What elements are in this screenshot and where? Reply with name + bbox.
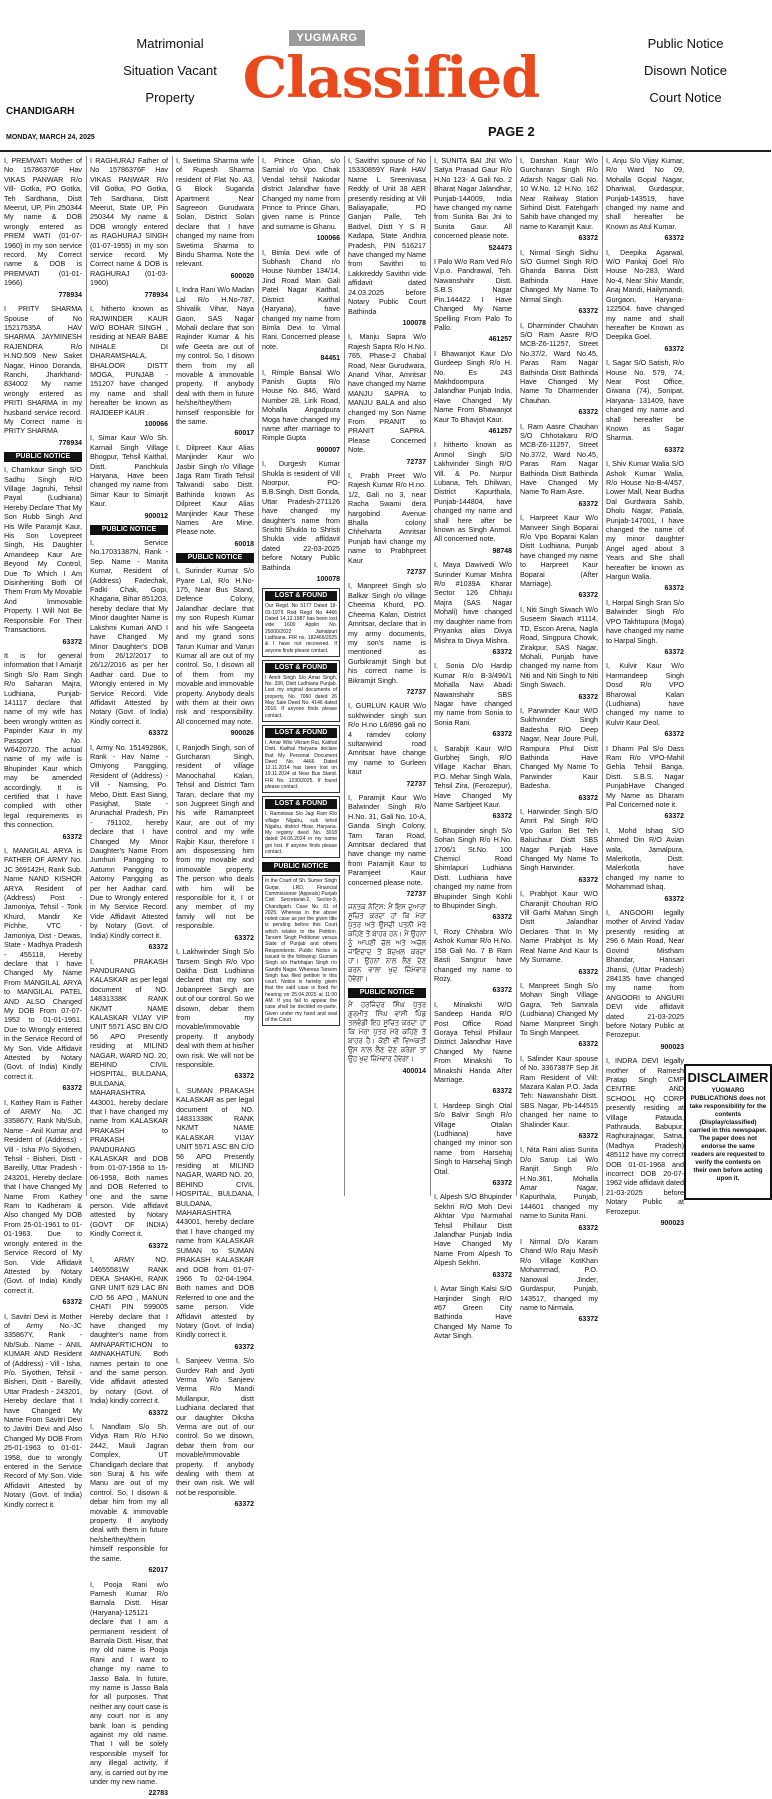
- edition-date: MONDAY, MARCH 24, 2025: [6, 134, 95, 141]
- notice-code: 63372: [578, 693, 598, 701]
- ad-column: [262, 156, 340, 1196]
- classified-notice: I, Manpreet Singh s/o Balkar Singh r/o village Cheema Khurd, PO. Cheema Kalan, District Amritsar, declare that in my army documents, my son's name is mentioned as Gurbikramjit Singh but his correct name is Bikramjit Singh.: [348, 581, 426, 685]
- notice-code: 900012: [144, 512, 168, 520]
- category-label: Matrimonial: [136, 36, 204, 51]
- lost-found-box: [262, 725, 340, 793]
- notice-code: 63372: [62, 638, 82, 646]
- classified-notice: I, Sagar S/O Satish, R/o House No. 579, 74, Near Post Office, Giwana (74), Sonipat, Haryana- 131409, have changed my name and shall hereafter be Known as Sagar Sharma.: [606, 358, 684, 443]
- lost-found-box: [262, 660, 340, 722]
- punjabi-notice: ਮੈਂ ਹਰਜਿੰਦਰ ਸਿੰਘ ਪੁੱਤਰ ਗੁਰਮੀਤ ਸਿੰਘ ਵਾਸੀ ਪਿੰਡ ਤਲਵੰਡੀ ਇਹ ਸੂਚਿਤ ਕਰਦਾ ਹਾਂ ਕਿ ਮੇਰਾ ਪੁੱਤਰ ਮੇਰੇ ਕਹਿਣੇ ਤੋਂ ਬਾਹਰ ਹੈ। ਕੋਈ ਵੀ ਵਿਅਕਤੀ ਉਸ ਨਾਲ ਲੈਣ ਦੇਣ ਕਰੇਗਾ ਤਾਂ ਉਹ ਖੁਦ ਜ਼ਿੰਮੇਵਾਰ ਹੋਵੇਗਾ।: [348, 1001, 426, 1064]
- notice-code: 63372: [664, 345, 684, 353]
- column-divider: [344, 156, 345, 1196]
- classified-notice: I, Rozy Chhabra W/o Ashok Kumar R/o H.No. 158 Gali No. 7 B Ram Basti Sangrur have changed my name to Rozy.: [434, 926, 512, 983]
- classified-notice: I Nirmal D/o Karam Chand W/o Raju Masih R/o Village KotKhan Mohammad, P.O. Nanowal Jinder, Gurdaspur, Punjab, 143517, changed my name to Nirmala.: [520, 1237, 598, 1312]
- section-banner: PUBLIC NOTICE: [4, 452, 82, 462]
- classified-notice: I, Avtar Singh Kalsi S/O Harjinder Singh R/O #67 Green City Bathinda Have Changed My Name To Avtar Singh.: [434, 1284, 512, 1341]
- classified-notice: I, Ranjodh Singh, son of Gurcharan Singh, resident of village Manochahal Kalan, Tehsil and District Tarn Taran, declare that my son Jugpreet Singh and his wife Ramanpreet Kaur, are out of my control and my wife Rajbir Kaur, therefore I am disposessing him from my movable and immovable property. The person who deals with him will be responsible for it, I or any member of my family will not be responsible.: [176, 742, 254, 931]
- classified-notice: I, Salinder Kaur spouse of No. 3367387F Sep Jit Ram Resident of Vill: Mazara Kalan P.O. Jada Teh: Nawanshahr Distt. SBS Nagar, Pb-144515 changed her name to Shalinder Kaur.: [520, 1053, 598, 1129]
- ad-column: [90, 156, 169, 1798]
- classified-notice: I, Bimla Devi wife of Subhash Chand r/o House Number 134/14, Jind Road Main Gali Patel Nagar Kaithal, District Kaithal (Haryana), have changed my name from Bimla Devi to Vimal Rani. Concerned please note.: [262, 247, 340, 351]
- notice-code: 22783: [148, 1790, 168, 1798]
- classified-notice: I, Lakhwinder Singh S/o Tarsem Singh R/o Vpo Dakha Distt Ludhiana declared that my son Jobanpreet Singh are out of our control. So we disown, debar them from my movable/immovable property. If anybody deal with them at his/her own risk. We will not be responsible.: [176, 947, 254, 1069]
- classified-notice: I, Prabh Preet W/o Rajesh Kumar R/o H.no. 1/2, Gali no 3, near Racha Swami dera hargobind Avenue Bhalla colony Chheharta Amritsar Punjab havi change my name to Prabhpreet Kaur: [348, 471, 426, 565]
- classified-notice: I, Harpreet Kaur W/o Manveer Singh Boparai R/o Vpo Boparai Kalan Distt Ludhiana, Punjab have changed my name to Harpreet Kaur Boparai (After Marriage).: [520, 513, 598, 589]
- category-label: Property: [145, 90, 195, 105]
- notice-code: 63372: [578, 1224, 598, 1232]
- notice-code: 98748: [492, 547, 512, 555]
- classified-notice: I, SUMAN PRAKASH KALASKAR as per legal document of NO. 14831338K RANK NK/MT NAME KALASKAR VIJAY UNIT 5571 ASC BN C/O 56 APO Presently residing at MILIND NAGAR, WARD NO. 20, BEHIND CIVIL HOSPITAL, BULDANA, BULDANA, MAHARASHTRA 443001, hereby declare that I have changed my name from KALASKAR SUMAN to SUMAN PRAKASH KALASKAR and DOB from 01-07-1966 To 02-04-1964. Both names and DOB Referred to one and the same person. Vide Affidavit attested by Notary (Govt. of India) Kindly correct it.: [176, 1085, 255, 1340]
- classified-notice: I, Alpesh S/O Bhupinder Sekhri R/O Moh Devi Akhtar Vpo Nurmahal Tehsil Phillaur Distt Jalandhar Punjab India Have Changed My Name From Alpesh To Alpesh Sekhri.: [434, 1192, 512, 1268]
- classified-notice: I, Nirmal Singh Sidhu S/O Gurmel Singh R/O Ghanda Banna Distt Bathinda Have Changed My Name To Nirmal Singh.: [520, 247, 598, 304]
- classified-notice: I, Rimple Bansal W/o Panish Gupta R/o House No. 846, Ward Number 28, Lirik Road, Mohalla Angadpura Moga have changed my name after marriage to Rimple Gupta: [262, 367, 340, 443]
- classified-notice: I, Bhupinder singh S/o Sohan Singh R/o H.No. 1706/1 St.No. 100 Chemicl Road Shimlapuri Ludhiana Distt. Ludhiana have changed my name from Bhupinder Singh Kohli to Bhupinder Singh.: [434, 825, 512, 911]
- right-categories: [618, 30, 753, 111]
- notice-code: 63372: [578, 500, 598, 508]
- notice-code: 63372: [578, 235, 598, 243]
- notice-code: 524473: [488, 244, 512, 252]
- notice-code: 63372: [62, 833, 82, 841]
- section-banner: PUBLIC NOTICE: [348, 988, 426, 998]
- classified-notice: I, Niti Singh Siwach W/o Suseem Siwach #1114, TD, Escon Arena, Nagla Road, Singpura Chowk, Zirakpur, SAS Nagar, Mohali, Punjab have changed my name from Niti and Niti Singh to Niti Singh Siwach.: [520, 604, 598, 690]
- classified-notice: I, Durgesh Kumar Shukla is resident of Vill Noorpur, PO- B.B.Singh, Distt Gonda, Uttar Pradesh-271126 have changed my daughter's name from Srishti Shukla to Shristi Shukla vide affidavit dated 22-03-2025 before Notary Public Bathinda: [262, 459, 340, 572]
- classified-notice: I, Indra Rani W/o Madan Lal R/o H.No-787, Shivalik Vihar, Naya Gaon, SAS Nagar Mohali declare that son Rajinder Kumar & his wife Geeta are out of my control. So, I disown them from my all movable & immovable property. If anybody deal with them in future he/she/they/them himself responsible for the same.: [176, 285, 254, 426]
- classified-notice: I, Nandlam S/o Sh. Vidya Ram R/o H.No 2442, Mauli Jagran Complex, UT Chandigarh declare that son Suraj & his wife Manu are out of my control. So, I disown & debar him from my all movable & immovable property. If anybody deal with them in future he/she/they/them himself responsible for the same.: [90, 1422, 168, 1563]
- notice-code: 461257: [488, 427, 512, 435]
- notice-code: 63372: [492, 1180, 512, 1188]
- notice-code: 900023: [660, 1220, 684, 1228]
- classified-notice: I, Swetima Sharma wife of Rupesh Sharma resident of Flat No. A3, G Block Suganda Apartment Near Sagreeon Gurudwara Solan, District Solan declare that I have changed my name from Swetima Sharma to Bindu Sharma. Note the relevant.: [176, 156, 254, 269]
- classified-notice: I, Kulvir Kaur W/o Harmandeep Singh Dosd R/o VPO Bharowal Kalan (Ludhiana) have changed my name to Kulvir Kaur Deol.: [606, 661, 684, 727]
- ad-column: [434, 156, 512, 1341]
- classified-notice: I, Anju S/o Vijay Kumar, R/o Ward No 09, Mohalla Gopal Nagar, Dhariwal, Gurdaspur, Punjab-143519, have changed my name and shall hereafter be Known as Atul Kumar.: [606, 156, 684, 231]
- notice-code: 63372: [664, 446, 684, 454]
- classified-notice: I, Prabhjot Kaur W/O Charanjit Chouhan R/O Vill Garhi Mahan Singh Distt Jalandhar Declares That In My Name Prabhjot Is My Real Name And Kaur Is My Surname.: [520, 889, 598, 965]
- lost-found-text: I, Ramniwas S/o Jagi Ram R/o village Nigahu, sub tehsil Nigahu, district Hisar, Haryana. My registry deed No. 3018 dated 24.06.2024 in my name got lost. If anyone finds please contact.: [265, 811, 337, 856]
- notice-code: 778934: [58, 291, 82, 299]
- court-notice-box: [262, 875, 340, 1026]
- notice-code: 62017: [148, 1567, 168, 1575]
- classified-notice: I, Parwinder Kaur W/O Sukhvinder Singh Badesha R/O Deep Nagar, Near Joure Pull, Rampura Phul Distt Bathinda Have Changed My Name To Parwinder Kaur Badesha.: [520, 705, 598, 791]
- notice-code: 63372: [664, 731, 684, 739]
- notice-code: 900026: [230, 730, 254, 738]
- section-banner: PUBLIC NOTICE: [176, 553, 254, 563]
- notice-code: 63372: [62, 1085, 82, 1093]
- notice-code: 60017: [234, 430, 254, 438]
- column-divider: [172, 156, 173, 1196]
- classified-notice: I, Manju Sapra W/o Rajesh Sapra R/o H.No. 765, Phase-2 Chabal Road, Near Gurudwara, Anand Vihar, Amritsar have changed my Name MANJU SAPRA to MANJU BALA and also changed my Son Name From PRANIT to PRANIT SAPRA. Please Concerned Note.: [348, 332, 426, 455]
- notice-code: 63372: [578, 876, 598, 884]
- notice-code: 63372: [664, 585, 684, 593]
- classified-notice: I, Harwinder Singh S/O Amrit Pal Singh R/O Vpo Garlon Bet Teh Baluchaur Distt SBS Nagar Punjab Have Changed My Name To Singh Harwinder.: [520, 807, 598, 873]
- classified-notice: I, Prince Ghan, s/o Samial r/o Vpo. Chak Vendal tehsil Nakodar district Jalandhar have Changed my name from Prince to Prince Ghan, given name is Prince and surname is Ghanu.: [262, 156, 340, 231]
- notice-code: 72737: [406, 688, 426, 696]
- notice-code: 400014: [402, 1068, 426, 1076]
- classified-notice: I, ARMY NO. 14655581W RANK DEKA SHAKHI, RANK GNR UNIT 629 LAC BN C/O 56 APO , MANUN CHATI PIN 599005 Hereby declare that I have changed my daughter's name from AMNAPARTICHON to AMNAKHATUN. Both names pertain to one and the same person. Vide affidavit attested by notary (Govt. of India) kindly correct it.: [90, 1255, 168, 1406]
- classified-notice: I, Mohd Ishaq S/O Ahmed Din R/O Avian wala, Jamalpura, Malerkotla, Distt. Malerkotla have changed my name to Mohammad Ishaq.: [606, 825, 684, 892]
- notice-code: 900007: [316, 446, 340, 454]
- notice-code: 900023: [660, 1043, 684, 1051]
- notice-code: 72737: [406, 891, 426, 899]
- classified-notice: I PRITY SHARMA Spouse of No 15217535A HAV SHARMA JAYMINESH RAJENDRA R/o H.NO.509 New Saket Nagar, Hinoo Doranda, Ranchi, Jharkhand-834002 My name wrongly entered as PRITI SHARMA in my husband service record. My Correct name is PRITY SHARMA: [4, 304, 82, 436]
- notice-code: 63372: [664, 895, 684, 903]
- notice-code: 63372: [578, 968, 598, 976]
- classified-notice: I Dharm Pal S/o Dass Ram R/o VPO-Mahil Gehla Tehsil Banga, Distt. S.B.S. Nagar PunjabHave Changed My Name as Dharam Pal Concerned note it.: [606, 743, 684, 809]
- notice-code: 84451: [320, 355, 340, 363]
- classified-notice: I, Harpal Singh Sran S/o Balwinder Singh R/o VPO Takhtupura (Moga) have changed my name to Harpal Singh.: [606, 597, 684, 645]
- classified-notice: I, Kathey Ram is Father of ARMY No. JC 335867Y, Rank Nb/Sub, Name - Anil Kumar and Resident of (Address) - Vill - Isha P/o Siyothen, Tehsil - Bisheri, Distt - Bareilly, Uttar Pradesh - 243201, Hereby declare that I have Changed My Name From Kathey Ram to Kadheram & Also changed My DOB From 25-01-1961 to 01-01-1963. Due to wrongly entered in the Service Record of My Son. Vide Affidavit Attested by Notary (Govt. of India) Kindly correct it.: [4, 1097, 82, 1295]
- notice-code: 461257: [488, 336, 512, 344]
- category-label: Court Notice: [649, 90, 722, 105]
- notice-code: 63372: [492, 731, 512, 739]
- lost-found-box: [262, 796, 340, 858]
- classified-notice: I, MANGILAL ARYA is FATHER OF ARMY No. JC 369142H, Rank Sub. Name NAND KISHOR ARYA Resident of (Address) Post - Jamoniya, Tehsil - Tonk Khurd, Mandir Ke Pichhe, VTC - Jamoniya, Dist - Dewas, State - Madhya Pradesh - 455118, Hereby declare that I have Changed My Name From MANGILAL ARYA to MANGILAL PATEL AND ALSO Changed My DOB From 07-07-1952 to 01-01-1951. Due to Wrongly entered in the Service Record of My Son. Vide Affidavit Attested by Notary (Govt. of India) Kindly correct it.: [4, 846, 82, 1081]
- classified-notice: I, ANGOORI legally mother of Arvind Yadav presently residing at 296 6 Main Road, Near Govind Mistham Bhandar, Hansari Jhansi, (Uttar Pradesh) 284135 have changed my name from ANGOORI to ANGURI DEVI vide affidavit dated 21-03-2025 before Notary Public at Ferozepur.: [606, 908, 684, 1040]
- classified-notice: I, Ram Aasre Chauhan S/O Chhotakaru R/O MCB-Z6-11257, Street No.37/2, Ward No.45, Paras Ram Nagar Bathinda Distt Bathinda Have Changed My Name To Ram Asre.: [520, 421, 598, 497]
- notice-code: 63372: [148, 1409, 168, 1417]
- notice-code: 63372: [148, 944, 168, 952]
- notice-code: 63372: [234, 1501, 254, 1509]
- category-label: Disown Notice: [643, 63, 728, 78]
- classified-notice: It is for general information that I Amarjit Singh S/o Ram Singh R/o Saharan Majra, Ludhiana, Punjab-141117 declare that name of my wife has been wrongly written as Papinder Kaur in my Passport No. W6420720. The actual name of my wife is Bhupinder Kaur which may be amended accordingly. It is certified that I have complied with other legal requirements in this connection.: [4, 650, 82, 830]
- notice-code: 100066: [316, 235, 340, 243]
- notice-code: 778934: [144, 291, 168, 299]
- notice-code: 63372: [578, 1041, 598, 1049]
- classified-notice: I, Minakshi W/O Sandeep Handa R/O Post Office Road Goraya Tehsil Phillaur District Jalandhar Have Changed My Name From Minakshi To Minakshi Handa After Marriage.: [434, 999, 512, 1084]
- classified-notice: I, Savithri spouse of No 15330859Y Rank HAV Name L Sreenivasa Reddy of Unit 38 AER presently residing at Vill Baliayapalle, PO Ganjan Palle, Teh Badvel, Distt Y S R Kadapa, State Andhra Pradesh, PIN 516217 have changed my Name from Savithri to Lakkireddy Savithri vide affidavit dated 24.03.2025 before Notary Public Court Bathinda: [348, 156, 426, 316]
- punjabi-notice: ਜਨਤਕ ਨੋਟਿਸ: ਮੈਂ ਇਸ ਦੁਆਰਾ ਸੂਚਿਤ ਕਰਦਾ ਹਾਂ ਕਿ ਮੇਰਾ ਪੁੱਤਰ ਅਤੇ ਉਸਦੀ ਪਤਨੀ ਮੇਰੇ ਕਹਿਣੇ ਤੋਂ ਬਾਹਰ ਹਨ। ਮੈਂ ਉਹਨਾਂ ਨੂੰ ਆਪਣੀ ਚੱਲ ਅਤੇ ਅਚੱਲ ਜਾਇਦਾਦ ਤੋਂ ਬੇਦਖਲ ਕਰਦਾ ਹਾਂ। ਉਹਨਾਂ ਨਾਲ ਲੈਣ ਦੇਣ ਕਰਨ ਵਾਲਾ ਖੁਦ ਜ਼ਿੰਮੇਵਾਰ ਹੋਵੇਗਾ।: [348, 903, 426, 984]
- classified-notice: I, Maya Dawivedi W/o Surinder Kumar Mishra R/o #1039A Kharar Sector 126 Chhaju Majra (SAS Nagar Mohali) have changed my daughter name from Priyanka alias Divya Mishra to Divya Mishra.: [434, 560, 512, 645]
- classified-notice: I, Army No. 15149286K, Rank - Hav Name - Omiyong Panggiing, Resident of (Address) - Vill - Namsing, Po. Mebo, Distt. East Siang, Pasighat, State - Arunachal Pradesh, Pin - 791102, hereby declare that I have Changed My Minor Daughter's Name From Jumhuri Pangging to Aatumn Pangging to Aatomy Pangging as per her Aadhar card. Due to Wrongly entered in My Service Record. Vide Affidavit Attested by Notary (Govt. of India) Kindly correct it.: [90, 742, 168, 940]
- disclaimer-title: DISCLAIMER: [687, 1070, 769, 1085]
- lost-found-text: I, Amar Wilo Vikram Rai, Kaithal Distt. Kaithal Haryana declare that My Personal Document Deed No. 4466 Dated 12.11.2014 has been lost on 19.11.2024 at Near Bus Stand. FIR No. 1230/2025. If found please contact.: [265, 739, 337, 790]
- classified-notice: I, Darshan Kaur W/o Gurcharan Singh R/o Adarsh Nagar Gali No. 10 W.No. 12 H.No. 162 Near Railway Station Sirhind Distt. Fatehgarh Sahib have changed my name to Karamjit Kaur.: [520, 156, 598, 231]
- classified-notice: I, Savitri Devi is Mother of Army No.-JC 335867Y, Rank - Nb/Sub. Name - ANIL KUMAR AND Resident of (Address) - Vill - Isha, P/o. Siyothen, Tehsil - Bisheri, Distt - Bareilly, Uttar Pradesh - 243201, Hereby declare that I have Changed My Name From Savitri Devi to Javitri Devi and Also Changed My DOB From 25-01-1963 to 01-01-1958, due to wrongly entered in the Service Record of My Son. Vide Affidavit Attested by Notary (Govt. of India) Kindly correct it.: [4, 1311, 82, 1509]
- notice-code: 63372: [492, 1088, 512, 1096]
- notice-code: 63372: [148, 730, 168, 738]
- ad-column: [348, 156, 426, 1196]
- notice-code: 63372: [492, 648, 512, 656]
- column-divider: [430, 156, 431, 1196]
- notice-code: 63372: [578, 308, 598, 316]
- classified-notice: I, PREMVATI Mother of No 15786376F Hav VIKAS PANWAR R/o Vill- Gotka, PO Gotka, Teh Sardhana, Distt Meerut, UP, Pin 250344 My name & DOB wrongly entered as PREM WATI (01-07-1960) in my son service record. My Correct name & DOB is PREMVATI (01-01-1966): [4, 156, 82, 288]
- court-notice-text: In the Court of Sh. Sumer Singh Gurjar, LRD, Financial Commissioner (Appeals) Punjab Civil Secretariat-2, Sector-9, Chandigarh. Case No. 61 of 2025. Whereas in the above noted case as per the given title is pending before this Court which relates to the Petition. Tarsem Singh Petitioner versus State of Punjab and others Respondents. Public Notice is issued to the following: Gurnam Singh s/o Harbhajan Singh r/o Gandhi Nagar. Whereas Tarsem Singh has filed petition in this court. Notice is hereby given that the said case is fixed for hearing on 25.04.2025 at 11:00 AM. If you fail to appear the case shall be decided ex-parte. Given under my hand and seal of the Court.: [265, 878, 337, 1023]
- section-title: Classified: [242, 45, 540, 111]
- notice-code: 63372: [578, 794, 598, 802]
- ad-column: [520, 156, 598, 1324]
- classified-notice: I, SUNITA BAI JNI W/o Satya Prasad Gaur R/o H.No 123- A Gali No. 2 Bharat Nagar Jalandhar, Punjab-144009, India have changed my name from Sunita Bai Jni to Sunita Gaur. All concerned please note.: [434, 156, 512, 241]
- classified-notice: I, Hardeep Singh Otal S/o Balvir Singh R/o Village Otalan (Ludhiana) have changed my minor son name from Harsehaj Singh to Harsehaj Singh Otal.: [434, 1100, 512, 1176]
- notice-code: 63372: [148, 1242, 168, 1250]
- lost-found-banner: LOST & FOUND: [265, 663, 337, 673]
- notice-code: 63372: [234, 934, 254, 942]
- notice-code: 72737: [406, 780, 426, 788]
- lost-found-banner: LOST & FOUND: [265, 728, 337, 738]
- disclaimer-text: YUGMARG PUBLICATIONS does not take responsibility for the contents (Display/classified) carried in this newspaper. The paper does not endorse the same readers are requested to verify the contents on their own before acting upon it.: [689, 1087, 767, 1182]
- ad-column: [4, 156, 82, 1509]
- column-divider: [516, 156, 517, 1196]
- classified-notice: I, Sarabjit Kaur W/O Gurbhej Singh, R/O Village Kachar Bhan, P.O. Mehar Singh Wala, Tehsil Zira, (Ferozepur), Have Changed My Name Sarbjeet Kaur.: [434, 743, 512, 809]
- brand-logo: YUGMARG: [289, 30, 365, 46]
- section-banner: PUBLIC NOTICE: [262, 862, 340, 872]
- notice-code: 100078: [402, 319, 426, 327]
- ad-column: [606, 156, 684, 1228]
- classified-notice: I, hitherto known as RAJWINDER KAUR W/O BOHAR SINGH , residing at NEAR BABE NIHALE DI DHARAMSHALA, BHALOOR DISTT MOGA, PUNJAB - 151207 have changed my name and shall hereafter be known as RAJDEEP KAUR .: [90, 304, 168, 417]
- column-divider: [258, 156, 259, 1196]
- classified-notice: I, Manpreet Singh S/o Mohan Singh Village Gagra, Teh Samrala (Ludhiana) Changed My Name Manpreet Singh To Singh Manpeet.: [520, 980, 598, 1037]
- classified-notice: I, Dilpreet Kaur Alias Manjinder Kaur w/o Jasbir Singh r/o Village Jaga Ram Tirath Tehsil Talwandi sabo Distt. Bathinda known As Dilpreet Kaur Alias Manjinder Kaur These Names Are Mine. Please note.: [176, 442, 254, 537]
- classified-notice: I, Paramjit Kaur W/o Balwinder Singh R/o H.No. 31, Gali No. 10-A, Ganda Singh Colony, Tarn Taran Road, Amritsar declared that have change my name from Paramjit Kaur to Paramjeet Kaur concerned please note.: [348, 793, 426, 887]
- classified-notice: I, Dharminder Chauhan S/O Ram Aasre R/O MCB-Z6-11257, Street No.37/2, Ward No.45, Paras Ram Nagar Bathinda Distt Bathinda Have Changed My Name To Dharmender Chauhan.: [520, 320, 598, 405]
- classified-notice: I, Sonia D/o Hardip Kumar R/o B-3/496/1 Mohalla Navi Abadi Nawanshahr SBS Nagar have changed my name from Sonia to Sonia Rani.: [434, 661, 512, 727]
- notice-code: 72737: [406, 569, 426, 577]
- notice-code: 63372: [492, 914, 512, 922]
- notice-code: 100078: [316, 576, 340, 584]
- notice-code: 63372: [664, 813, 684, 821]
- ad-column: [176, 156, 255, 1509]
- classified-notice: I Bhawanjot Kaur D/o Gurdeep Singh R/o H. No. Es 243 Makhdoompura Jalandhar Punjab India, Have Changed My Name From Bhawanjot Kaur To Bhavjot Kaur.: [434, 348, 512, 424]
- category-label: Situation Vacant: [123, 63, 217, 78]
- classified-notice: I hitherto known as Anmol Singh S/O Lakhvinder Singh R/O Vill. & Po. Nurpur Lubana, Teh. Dhilwan, District Kapurthala, Punjab-144804, have changed my name and shall here after be known as Singh Anmol. All concerned note.: [434, 440, 512, 544]
- classified-notice: I, PRAKASH PANDURANG KALASKAR as per legal document of NO. 14831338K RANK NK/MT NAME KALASKAR VIJAY VIP UNIT 5571 ASC BN C/O 56 APO Presently residing at MILIND NAGAR, WARD NO. 20, BEHIND CIVIL HOSPITAL, BULDANA, BULDANA, MAHARASHTRA 443001, hereby declare that I have changed my name from KALASKAR PRAKASH to PRAKASH PANDURANG KALASKAR and DOB from 01-07-1958 to 15-06-1958, Both names and DOB Referred to one and the same person. Vide affidavit attested by Notary (GOVT OF INDIA) Kindly Correct it.: [90, 956, 169, 1239]
- classified-notice: I, Deepika Agarwal, W/O Pankaj Goel R/o House No-283, Ward No-4, Near Shiv Mandir, Anaj Mandi, Hailymandi, Gurgaon, Haryana- 122504. have changed my name and shall hereafter be Known as Deepika Goel.: [606, 247, 684, 342]
- classified-notice: I, Sanjeev Verma S/o Gurdev Rah and Jyoti Verma W/o Sanjeev Verma R/o Mandi Mullanpur, distt Ludhiana declared that our daughter Diksha Verma are out of our control. So we disown, debar them from our movable/immovable property. If anybody dealing with them at their own risk. We will not be responsible.: [176, 1356, 254, 1497]
- page-number: PAGE 2: [488, 124, 535, 139]
- classified-notice: I, GURLUN KAUR W/o sukhwinder singh sun R/o H.no L6/896 gali no 4 ramdev colony sultanwind road Amritsar have change my name to Gurleen kaur: [348, 701, 426, 777]
- notice-code: 100066: [144, 420, 168, 428]
- notice-code: 63372: [234, 1343, 254, 1351]
- notice-code: 63372: [492, 1271, 512, 1279]
- notice-code: 63372: [578, 592, 598, 600]
- notice-code: 63372: [492, 813, 512, 821]
- classified-notice: I, INDRA DEVI legally mother of Ramesh Pratap Singh CMP CENTRE AND SCHOOL HQ CORP presently residing at Village Patauda, Pathrauda, Babupur, Raghurajnagar, Satna, (Madhya Pradesh) 485112 have my correct DOB 01-01-1968 and incorrect DOB 20-07-1962 vide affidavit dated 21-03-2025 before Notary Public at Ferozepur.: [606, 1056, 684, 1216]
- notice-code: 63372: [664, 235, 684, 243]
- edition-city: CHANDIGARH: [6, 106, 75, 117]
- notice-code: 63372: [492, 987, 512, 995]
- left-categories: [105, 30, 235, 111]
- notice-code: 63372: [578, 1316, 598, 1324]
- column-divider: [86, 156, 87, 1196]
- notice-code: 60018: [234, 540, 254, 548]
- notice-code: 600020: [230, 272, 254, 280]
- disclaimer-box: [684, 1064, 772, 1200]
- column-divider: [602, 156, 603, 1196]
- classified-notice: I, Shiv Kumar Walia S/O Ashok Kumar Walia, R/o House No-B-4/457, Lower Mall, Near Budha Dal Gurdwara Sahib, Dholu Nagar, Patiala, Punjab-147001, I have changed the name of my minor daughter Angel aged about 3 Years and She shall hereafter be known as Hargun Walia.: [606, 459, 684, 582]
- classified-notice: I, Service No.17031387N, Rank - Sep. Name - Manita Kumar, Resident of (Address) Fadechak, Fadki Chak, Gopi, Khagaria, Bihar 851203, hereby declare that My Minor daughter Name is Lakshmi Kumari AND I have Changed My Minor Daughter's DOB from 26/12/2017 to 26/12/2016 as per her Aadhar card. Due to Wrongly entered in My Service Record. Vide Affidavit Attested by Notary (Govt. of India) Kindly correct it.: [90, 538, 168, 726]
- lost-found-box: [262, 588, 340, 656]
- notice-code: 778934: [58, 439, 82, 447]
- lost-found-text: I Amrit Singh S/o Amar Singh, No. 336, Distt Ludhiana Punjab. Lost my original documents of property, No. 7060 dated 26 May Sale Deed No. 4146 dated 2016. If anyone finds please contact.: [265, 674, 337, 719]
- lost-found-banner: LOST & FOUND: [265, 799, 337, 809]
- classified-notice: I, Simar Kaur W/o Sh. Karnail Singh Village Bhogpur, Tehsil Kaithal, Distt. Panchkula Haryana, Have been changed my name from Simar Kaur to Simarjit Kaur.: [90, 433, 168, 509]
- notice-code: 63372: [234, 1073, 254, 1081]
- header-divider: [0, 150, 771, 152]
- masthead: [0, 0, 771, 148]
- lost-found-banner: LOST & FOUND: [265, 591, 337, 601]
- classified-notice: I, Chamkaur Singh S/O Sadhu Singh R/O Village Jagruhi, Tehsil Payal (Ludhiana) Hereby Declare That My Son Rubb Singh And His Wife Paramjit Kaur, His Son Lovepreet Singh, His Daughter Amandeep Kaur Are Beyond My Control, Due To Which I Am Disinheriting Both Of Them From My Movable And Immovable Property. I Will Not Be Responsible For Their Transactions.: [4, 465, 82, 635]
- section-banner: PUBLIC NOTICE: [90, 525, 168, 535]
- lost-found-text: Our Regd. No 5177 Dated 19-03-1979 Rod Regd No 4466 Dated 14.12.1987 has been lost vide 1600 Applin No. 25000/2022 Jamalpuri Ludhiana. FIR no. 182466/2025 & I have not recovered. If anyone finds please contact.: [265, 603, 337, 654]
- classified-notice: I, Nita Rani alias Sunita D/o Sarup Lal W/o Ranjit Singh R/o H.No.361, Mohalla Amar Nagar, Kapurthala, Punjab, 144601 changed my name to Sunita Rani.: [520, 1145, 598, 1221]
- classified-notice: I, Pooja Rani w/o Pamesh Kumar R/o Barnala Distt. Hisar (Haryana)-125121 declare that I am a permanent resident of Barnala Distt. Hisar, that my old name is Pooja Rani and I want to change my name to Jasso Bala. In future, my name is Jasso Bala for all purposes. That neither any court case is any court nor is any bank loan is pending against my old name. That I will be solely responsible myself for any illegal activity, if any, is carried out by me under my new name.: [90, 1579, 168, 1787]
- notice-code: 63372: [578, 1133, 598, 1140]
- classified-notice: I Palo W/o Ram Ved R/o V.p.o. Pandrawal, Teh. Nawanshahr Distt. S.B.S Nagar Pin.144422 I Have Changed My Name Spelling From Palo To Pallo.: [434, 257, 512, 332]
- notice-code: 63372: [664, 648, 684, 656]
- notice-code: 63372: [62, 1299, 82, 1307]
- category-label: Public Notice: [647, 36, 724, 51]
- classified-notice: I, Surinder Kumar S/o Pyare Lal, R/o H.No-175, Near Bus Stand, Defence Colony, Jalandhar declare that my son Rupesh Kumar and his wife Sangeeta and my grand sons Tarun Kumar and Varun Kumar all are out of my control. So, I disown all of them from my movable and immovable property. Anybody deals with them at their own risk and responsibility. All concerned may note.: [176, 566, 254, 726]
- classified-notice: I RAGHURAJ Father of No 15786376F Hav VIKAS PANWAR R/o Vill Gotka, PO Gotka, Teh Sardhana, Distt Meerut, State UP, Pin 250344 My name & DOB wrongly entered as RAGHURAJ SINGH (01-07-1955) in my son service record. My Correct name & DOB is RAGHURAJ (01-03-1960): [90, 156, 168, 288]
- notice-code: 72737: [406, 458, 426, 466]
- notice-code: 63372: [578, 409, 598, 417]
